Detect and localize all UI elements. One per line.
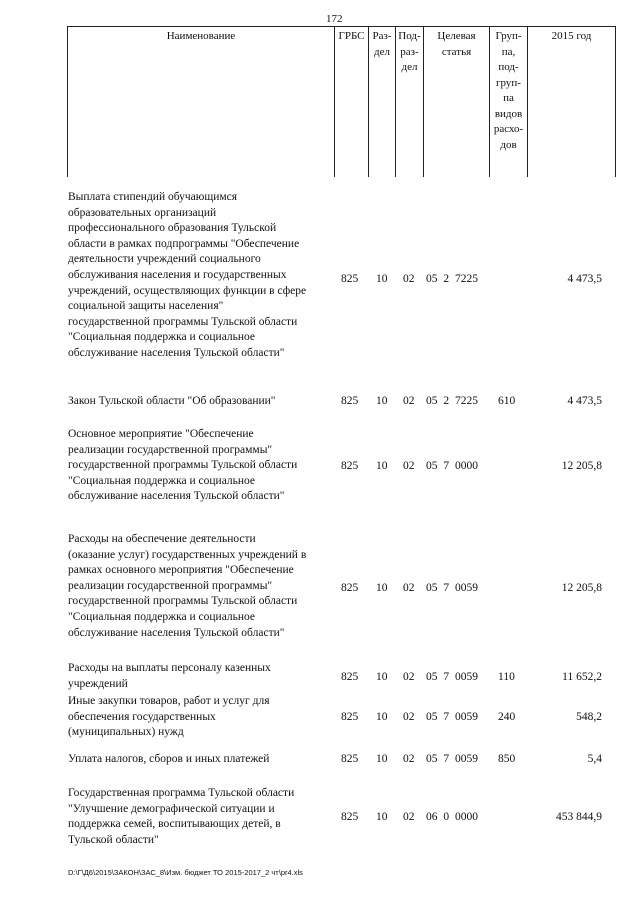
file-path-footer: D:\Г\Д6\2015\ЗАКОН\ЗАС_8\Изм. бюджет ТО 2015-2017_2 чт\pr4.xls: [68, 868, 303, 877]
row-name-line: Расходы на выплаты персоналу казенных: [68, 662, 271, 674]
header-name-text: Наименование: [166, 30, 236, 42]
row-razdel: 10: [376, 460, 388, 472]
row-razdel: 10: [376, 273, 388, 285]
row-name-line: обслуживание населения Тульской области": [68, 626, 285, 639]
row-podrazdel: 02: [403, 671, 415, 683]
header-group-line: видов: [494, 107, 523, 120]
row-name: [68, 786, 332, 848]
header-year: [528, 27, 616, 177]
row-podrazdel: 02: [403, 582, 415, 594]
row-name-line: реализации государственной программы": [68, 443, 273, 456]
row-name-line: "Улучшение демографической ситуации и: [68, 802, 275, 815]
row-name-line: учреждений, осуществляющих функции в сфере: [68, 284, 307, 297]
row-name: [68, 427, 332, 505]
row-name-line: (муниципальных) нужд: [68, 726, 184, 739]
row-amount: 453 844,9: [556, 811, 602, 823]
row-name-line: обслуживания населения и государственных: [68, 268, 287, 281]
header-podrazdel-line: Под-: [398, 30, 421, 42]
header-target-line: Целевая: [437, 30, 476, 42]
header-group-line: па,: [501, 45, 516, 58]
row-name: [68, 532, 332, 641]
row-name-line: области в рамках подпрограммы "Обеспечение: [68, 237, 300, 250]
row-name-line: "Социальная поддержка и социальное: [68, 474, 256, 487]
row-amount: 4 473,5: [567, 395, 602, 407]
row-name-line: "Социальная поддержка и социальное: [68, 331, 256, 344]
header-year-text: 2015 год: [551, 30, 592, 42]
row-target: 05 7 0059: [426, 753, 478, 765]
row-podrazdel: 02: [403, 395, 415, 407]
row-name-line: реализации государственной программы": [68, 579, 273, 592]
row-target: 05 7 0059: [426, 671, 478, 683]
row-group: 850: [498, 753, 516, 765]
row-target: 05 7 0059: [426, 582, 478, 594]
row-name-line: Закон Тульской области "Об образовании": [68, 395, 276, 407]
row-name-line: обслуживание населения Тульской области": [68, 490, 285, 503]
header-name: [68, 27, 335, 177]
row-razdel: 10: [376, 395, 388, 407]
row-name-line: Уплата налогов, сборов и иных платежей: [68, 753, 270, 765]
row-name-line: государственной программы Тульской области: [68, 315, 298, 328]
row-name-line: рамках основного мероприятия "Обеспечение: [68, 564, 294, 577]
row-razdel: 10: [376, 753, 388, 765]
row-target: 06 0 0000: [426, 811, 478, 823]
header-razdel-line: Раз-: [372, 30, 392, 42]
row-name: [68, 394, 332, 410]
header-razdel-line: дел: [374, 45, 390, 58]
row-grbs: 825: [341, 460, 359, 472]
row-amount: 11 652,2: [562, 671, 602, 683]
header-podrazdel: [396, 27, 424, 177]
row-name-line: профессионального образования Тульской: [68, 222, 277, 235]
row-name-line: (оказание услуг) государственных учреждений в: [68, 548, 307, 561]
row-name-line: Государственная программа Тульской области: [68, 787, 295, 799]
row-target: 05 7 0059: [426, 711, 478, 723]
row-group: 240: [498, 711, 516, 723]
page-number: 172: [326, 13, 343, 25]
row-target: 05 2 7225: [426, 273, 478, 285]
row-podrazdel: 02: [403, 273, 415, 285]
header-group-line: груп-: [496, 76, 521, 89]
header-target-line: статья: [441, 45, 472, 58]
row-grbs: 825: [341, 811, 359, 823]
row-name-line: обеспечения государственных: [68, 710, 216, 723]
row-name: [68, 661, 332, 692]
header-razdel: [369, 27, 396, 177]
row-razdel: 10: [376, 811, 388, 823]
header-podrazdel-line: дел: [401, 61, 418, 73]
header-group-line: расхо-: [493, 123, 524, 135]
header-group-line: Груп-: [495, 30, 522, 42]
header-group-line: па: [503, 92, 514, 104]
row-group: 610: [498, 395, 516, 407]
row-podrazdel: 02: [403, 460, 415, 472]
row-podrazdel: 02: [403, 711, 415, 723]
row-podrazdel: 02: [403, 811, 415, 823]
row-grbs: 825: [341, 671, 359, 683]
row-name-line: деятельности учреждений социального: [68, 253, 261, 266]
row-target: 05 7 0000: [426, 460, 478, 472]
row-grbs: 825: [341, 582, 359, 594]
row-name-line: государственной программы Тульской области: [68, 459, 298, 472]
row-name: [68, 694, 332, 741]
row-grbs: 825: [341, 395, 359, 407]
row-grbs: 825: [341, 753, 359, 765]
row-name-line: социальной защиты населения": [68, 300, 224, 313]
row-name-line: государственной программы Тульской области: [68, 595, 298, 608]
row-name-line: образовательных организаций: [68, 206, 217, 219]
header-target: [424, 27, 490, 177]
header-grbs-text: ГРБС: [338, 30, 365, 42]
row-amount: 5,4: [587, 753, 602, 765]
row-amount: 4 473,5: [567, 273, 602, 285]
row-razdel: 10: [376, 671, 388, 683]
row-name-line: поддержка семей, воспитывающих детей, в: [68, 818, 281, 831]
row-name-line: Тульской области": [68, 833, 159, 846]
row-name-line: "Социальная поддержка и социальное: [68, 610, 256, 623]
header-group-line: под-: [498, 61, 519, 73]
row-name-line: Основное мероприятие "Обеспечение: [68, 428, 254, 440]
row-name: [68, 190, 332, 362]
table-header: [67, 26, 616, 177]
row-amount: 12 205,8: [561, 460, 602, 472]
row-name-line: обслуживание населения Тульской области": [68, 346, 285, 359]
row-name-line: Расходы на обеспечение деятельности: [68, 533, 256, 545]
header-podrazdel-line: раз-: [400, 45, 419, 58]
header-group-line: дов: [500, 138, 517, 151]
row-name-line: Выплата стипендий обучающимся: [68, 191, 238, 203]
row-name-line: Иные закупки товаров, работ и услуг для: [68, 695, 270, 707]
row-name-line: учреждений: [68, 677, 128, 690]
row-grbs: 825: [341, 273, 359, 285]
row-razdel: 10: [376, 711, 388, 723]
row-name: [68, 752, 332, 768]
header-group: [490, 27, 528, 177]
row-amount: 12 205,8: [561, 582, 602, 594]
row-target: 05 2 7225: [426, 395, 478, 407]
row-amount: 548,2: [576, 711, 602, 723]
row-razdel: 10: [376, 582, 388, 594]
row-group: 110: [498, 671, 515, 683]
header-grbs: [335, 27, 369, 177]
row-podrazdel: 02: [403, 753, 415, 765]
row-grbs: 825: [341, 711, 359, 723]
